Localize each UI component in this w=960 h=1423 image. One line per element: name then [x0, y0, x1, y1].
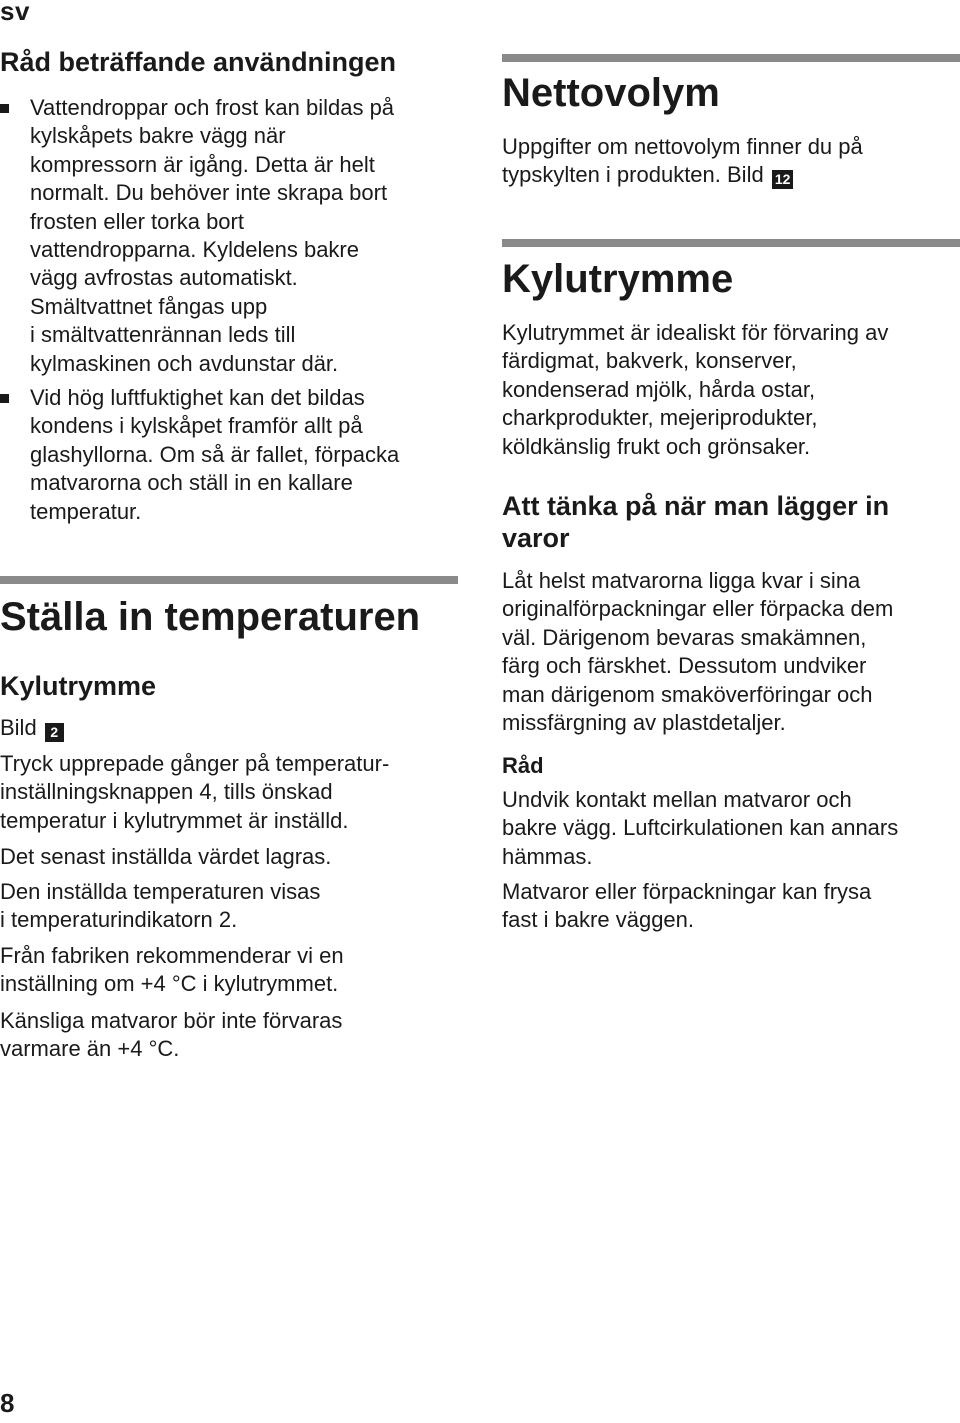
- paragraph-value-stored: Det senast inställda värdet lagras.: [0, 844, 332, 869]
- advice-paragraph-1: Undvik kontakt mellan matvaror och bakre vägg. Luftcirkulationen kan annars hämmas.: [502, 787, 899, 869]
- net-volume-text: Uppgifter om nettovolym finner du på typskylten i produkten. Bild 12: [502, 134, 863, 188]
- section-divider: [502, 239, 960, 247]
- net-volume-heading: Nettovolym: [502, 71, 720, 115]
- paragraph-sensitive-food: Känsliga matvaror bör inte förvaras varmare än +4 °C.: [0, 1008, 343, 1062]
- figure-number-badge: 2: [45, 723, 64, 742]
- storing-heading: Att tänka på när man lägger in varor: [502, 491, 890, 553]
- bullet-square-icon: [0, 104, 9, 113]
- fridge-heading: Kylutrymme: [502, 257, 734, 301]
- fridge-subheading: Kylutrymme: [0, 671, 157, 701]
- tip-bullet-1: [0, 94, 490, 378]
- advice-paragraph-2: Matvaror eller förpackningar kan frysa fast i bakre väggen.: [502, 879, 872, 933]
- figure-reference: Bild 2: [0, 714, 64, 742]
- language-tag: sv: [0, 0, 30, 26]
- advice-heading: Råd: [502, 753, 544, 778]
- section-divider: [0, 576, 458, 584]
- temperature-heading: Ställa in temperaturen: [0, 595, 421, 639]
- paragraph-button-instruction: Tryck upprepade gånger på temperatur- inställningsknappen 4, tills önskad temperatur i kylutrymmet är inställd.: [0, 751, 390, 833]
- tip-bullet-2: [0, 384, 490, 526]
- fridge-text: Kylutrymmet är idealiskt för förvaring av färdigmat, bakverk, konserver, kondenserad mjölk, hårda ostar, charkprodukter, mejeriprodukter, köldkänslig frukt och grönsaker.: [502, 320, 889, 459]
- tip-bullet-text: Vattendroppar och frost kan bildas på kylskåpets bakre vägg när kompressorn är igång. Detta är helt normalt. Du behöver inte skrapa bort frosten eller torka bort vattendropparna. Kyldelens bakre vägg avfrostas automatiskt. Smältvattnet fångas upp i smältvattenrännan leds till kylmaskinen och avdunstar där.: [30, 95, 395, 376]
- tips-heading: Råd beträffande användningen: [0, 47, 397, 77]
- storing-text: Låt helst matvarorna ligga kvar i sina originalförpackningar eller förpacka dem väl. Därigenom bevaras smakämnen, färg och färskhet. Dessutom undviker man därigenom smaköverföringar och missfärgning av plastdetaljer.: [502, 568, 894, 736]
- paragraph-factory-setting: Från fabriken rekommenderar vi en inställning om +4 °C i kylutrymmet.: [0, 943, 344, 997]
- paragraph-temperature-display: Den inställda temperaturen visas i temperaturindikatorn 2.: [0, 879, 321, 933]
- tip-bullet-text: Vid hög luftfuktighet kan det bildas kondens i kylskåpet framför allt på glashyllorna. Om så är fallet, förpacka matvarorna och ställ in en kallare temperatur.: [30, 385, 400, 524]
- section-divider: [502, 54, 960, 62]
- figure-number-badge: 12: [772, 170, 794, 189]
- bullet-square-icon: [0, 394, 9, 403]
- page-number: 8: [0, 1388, 15, 1418]
